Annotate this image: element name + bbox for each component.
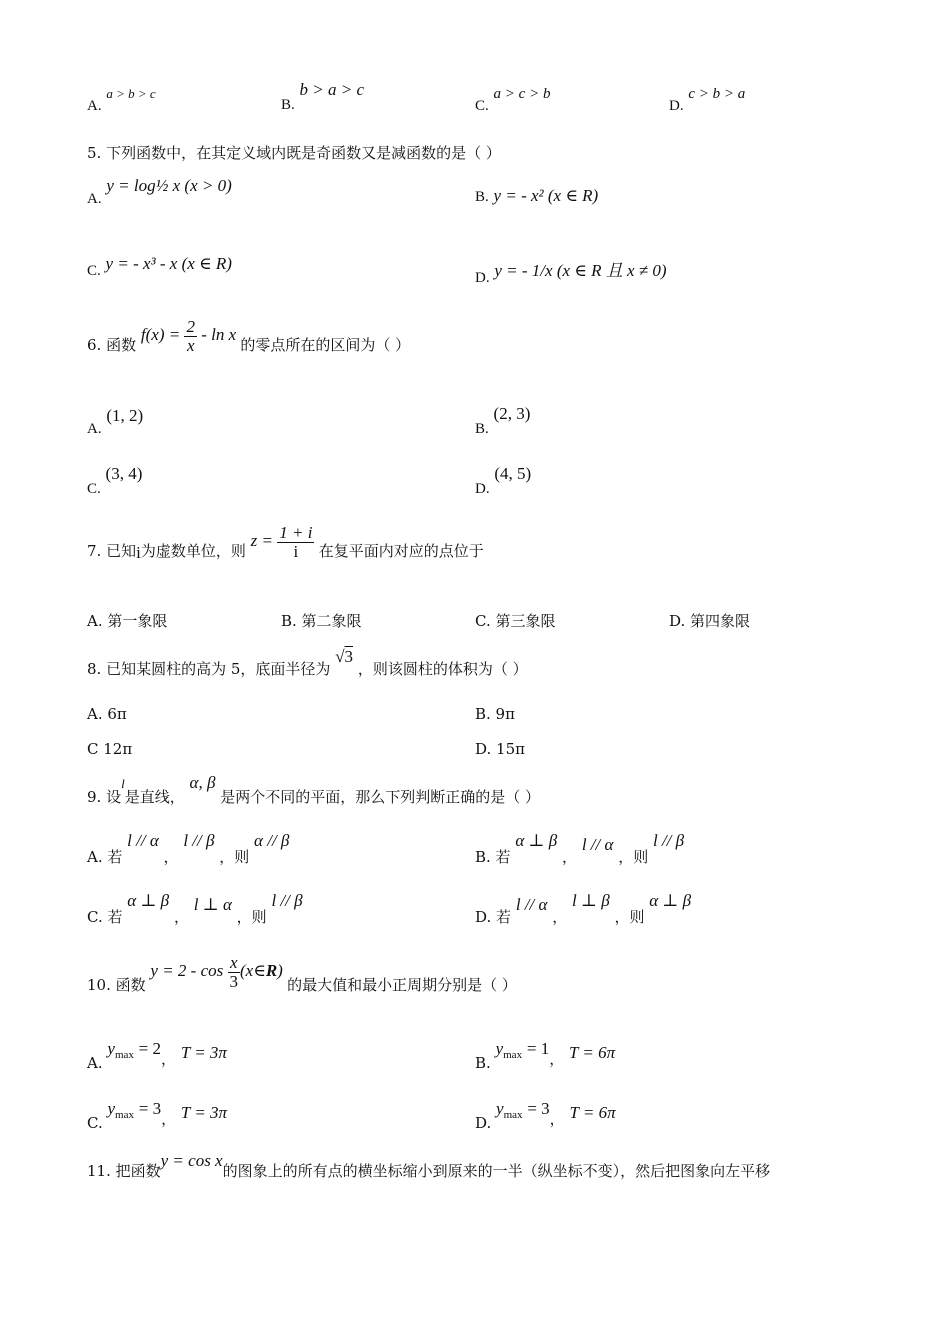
comma: ， (549, 1050, 565, 1068)
option-label: D. (475, 270, 490, 286)
q4-option-d (669, 84, 746, 114)
fraction: $\frac{x}{3}$ (229, 953, 238, 991)
q9-option-a (87, 830, 290, 866)
option-label: A. (87, 1054, 103, 1072)
comma: ， (161, 1050, 177, 1068)
q5-option-d (475, 256, 667, 286)
option-expr: (3, 4) (105, 464, 143, 483)
option-expr: (2, 3) (493, 404, 531, 423)
option-label: C. (87, 1114, 103, 1132)
condition-2: l // α (581, 835, 614, 854)
then-text: ，则 (236, 908, 267, 926)
q7-stem (87, 524, 484, 561)
stem-suffix: 在复平面内对应的点位于 (318, 542, 484, 561)
q4-option-a (87, 84, 156, 114)
q4-option-b (281, 80, 365, 113)
conclusion: l // β (652, 831, 685, 850)
q10-option-c (87, 1098, 228, 1132)
q4-option-c (475, 84, 551, 114)
option-label: C. (87, 263, 101, 279)
q9-stem (87, 772, 540, 806)
max-value: = 3 (527, 1099, 550, 1118)
option-expr: b > a > c (299, 80, 365, 99)
stem-suffix: ，则该圆柱的体积为（ ） (357, 660, 528, 678)
conclusion: α // β (254, 831, 290, 850)
stem-prefix: 8. 已知某圆柱的高为 5，底面半径为 (87, 660, 331, 678)
conclusion: α ⊥ β (649, 891, 692, 910)
period-value: T = 3π (180, 1103, 228, 1122)
condition-2: l ⊥ α (193, 895, 232, 914)
q10-option-b (475, 1038, 616, 1072)
option-label: D. (475, 1114, 492, 1132)
period-value: T = 3π (180, 1043, 227, 1062)
max-value: = 3 (138, 1099, 162, 1118)
option-label: A. 若 (87, 848, 123, 866)
stem-suffix: 的零点所在的区间为（ ） (240, 336, 411, 355)
option-label: D. (669, 98, 684, 114)
imaginary-unit: i (136, 543, 141, 563)
q6-option-c (87, 464, 143, 497)
option-label: C. (87, 481, 101, 497)
option-expr: y = - x³ - x (x ∈ R) (105, 254, 232, 273)
comma: ， (549, 1110, 565, 1128)
y-symbol: y (495, 1039, 504, 1058)
option-label: B. (281, 97, 295, 113)
conclusion: l // β (271, 891, 303, 910)
option-expr: a > b > c (106, 86, 156, 101)
condition-1: l // α (127, 831, 159, 850)
function-expr: y = cos x (160, 1151, 223, 1170)
option-label: D. (475, 481, 490, 497)
function-expr: f(x) = $\frac{2}{x}$ - ln x (140, 317, 237, 355)
option-label: B. (475, 189, 489, 205)
stem-prefix: 11. 把函数 (87, 1162, 161, 1180)
q5-option-a (87, 176, 232, 207)
q10-option-a (87, 1038, 227, 1072)
option-label: D. 若 (475, 908, 512, 926)
max-subscript: max (503, 1109, 523, 1121)
stem-suffix: 是两个不同的平面，那么下列判断正确的是（ ） (220, 788, 540, 806)
then-text: ，则 (618, 848, 649, 866)
q5-option-c (87, 254, 232, 279)
q8-stem (87, 646, 528, 678)
option-expr: y = log½ x (x > 0) (106, 176, 232, 195)
q8-option-c: C 12π (87, 740, 133, 758)
option-label: B. (475, 421, 489, 437)
option-label: C. (475, 98, 489, 114)
q11-stem (87, 1150, 771, 1180)
planes-symbol: α, β (189, 773, 216, 792)
sqrt-expr: √3 (335, 647, 354, 666)
stem-prefix: 9. 设 (87, 788, 122, 806)
then-text: ，则 (219, 848, 250, 866)
option-label: A. (87, 98, 102, 114)
q6-stem (87, 318, 410, 355)
option-label: A. (87, 421, 102, 437)
option-expr: a > c > b (493, 86, 551, 102)
condition-1: l // α (515, 895, 548, 914)
q6-option-a (87, 406, 144, 437)
q6-option-d (475, 464, 532, 497)
line-symbol: l (121, 776, 125, 791)
q9-option-c (87, 890, 303, 926)
q8-option-d: D. 15π (475, 740, 525, 758)
q9-option-d (475, 890, 692, 926)
q5-option-b (475, 186, 598, 206)
q8-option-b: B. 9π (475, 705, 515, 723)
then-text: ，则 (614, 908, 645, 926)
stem-prefix: 6. 函数 (87, 336, 137, 355)
condition-2: l ⊥ β (571, 891, 610, 910)
y-symbol: y (496, 1099, 504, 1118)
q7-option-b: B. 第二象限 (281, 612, 362, 630)
max-subscript: max (503, 1049, 523, 1061)
fraction: $\frac{2}{x}$ (186, 317, 195, 355)
condition-1: α ⊥ β (515, 831, 558, 850)
stem-suffix: 的图象上的所有点的横坐标缩小到原来的一半（纵坐标不变），然后把图象向左平移 (222, 1162, 771, 1180)
q9-option-b (475, 830, 685, 866)
q10-stem (87, 953, 517, 995)
stem-prefix: 10. 函数 (87, 976, 146, 995)
comma: ， (552, 908, 568, 926)
option-expr: (1, 2) (106, 406, 144, 425)
period-value: T = 6π (569, 1043, 616, 1062)
y-symbol: y (107, 1099, 116, 1118)
comma: ， (562, 848, 578, 866)
option-label: A. (87, 191, 102, 207)
option-label: B. (475, 1054, 491, 1072)
fraction: $\frac{1 + i}{i}$ (279, 523, 313, 561)
max-subscript: max (115, 1109, 134, 1121)
stem-suffix: 的最大值和最小正周期分别是（ ） (287, 976, 517, 995)
complex-expr: z = $\frac{1 + i}{i}$ (250, 523, 313, 561)
option-expr: c > b > a (688, 86, 746, 102)
max-value: = 1 (526, 1039, 550, 1058)
option-expr: (4, 5) (494, 464, 532, 483)
condition-1: α ⊥ β (127, 891, 170, 910)
comma: ， (163, 848, 179, 866)
stem-mid: 为虚数单位，则 (140, 542, 246, 561)
q5-stem: 5. 下列函数中，在其定义域内既是奇函数又是减函数的是（ ） (87, 144, 501, 162)
option-expr: y = - x² (x ∈ R) (493, 186, 599, 205)
q8-option-a: A. 6π (87, 705, 127, 723)
q6-option-b (475, 404, 531, 437)
comma: ， (173, 908, 189, 926)
max-value: = 2 (138, 1039, 162, 1058)
y-symbol: y (107, 1039, 115, 1058)
option-label: C. 若 (87, 908, 123, 926)
q10-option-d (475, 1098, 616, 1132)
max-subscript: max (114, 1049, 134, 1061)
function-expr: y = 2 - cos $\frac{x}{3}$ (x∈R) (150, 953, 283, 991)
q7-option-a: A. 第一象限 (87, 612, 168, 630)
option-label: B. 若 (475, 848, 511, 866)
q7-option-c: C. 第三象限 (475, 612, 556, 630)
q7-option-d: D. 第四象限 (669, 612, 751, 630)
condition-2: l // β (183, 831, 215, 850)
comma: ， (161, 1110, 177, 1128)
period-value: T = 6π (569, 1103, 616, 1122)
stem-prefix: 7. 已知 (87, 542, 137, 561)
stem-mid: 是直线， (124, 788, 185, 806)
option-expr: y = - 1/x (x ∈ R 且 x ≠ 0) (494, 261, 667, 280)
